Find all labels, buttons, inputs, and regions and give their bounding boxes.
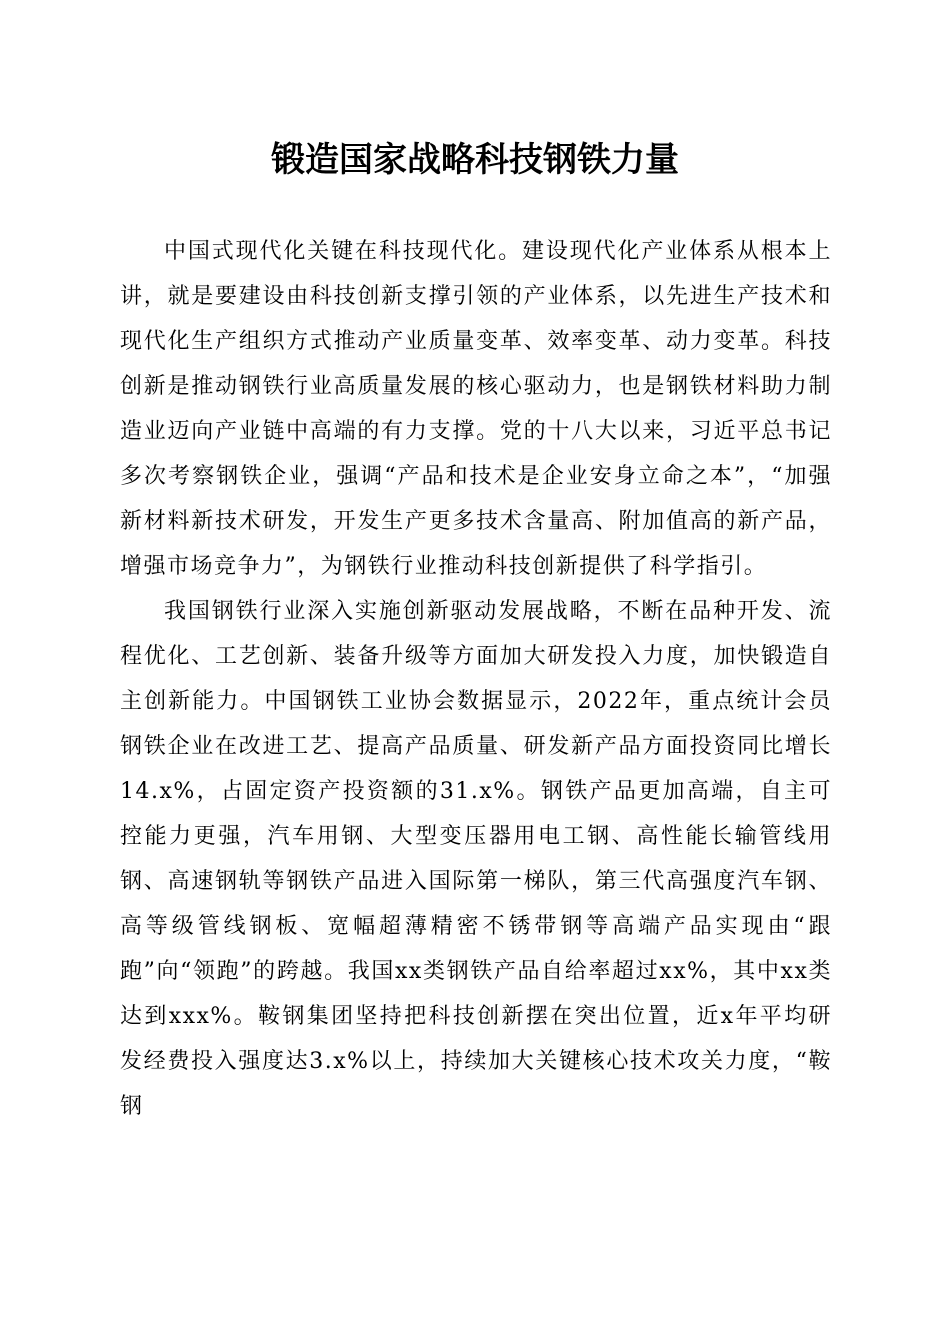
document-title: 锻造国家战略科技钢铁力量 [271,140,679,180]
paragraph-1: 中国式现代化关键在科技现代化。建设现代化产业体系从根本上讲，就是要建设由科技创新支撑引领的产业体系，以先进生产技术和现代化生产组织方式推动产业质量变革、效率变革、动力变革。科技创新是推动钢铁行业高质量发展的核心驱动力，也是钢铁材料助力制造业迈向产业链中高端的有力支撑。党的十八大以来，习近平总书记多次考察钢铁企业，强调“产品和技术是企业安身立命之本”，“加强新材料新技术研发，开发生产更多技术含量高、附加值高的新产品，增强市场竞争力”，为钢铁行业推动科技创新提供了科学指引。 [120,239,832,579]
document-body [120,229,832,1129]
paragraph-2: 我国钢铁行业深入实施创新驱动发展战略，不断在品种开发、流程优化、工艺创新、装备升级等方面加大研发投入力度，加快锻造自主创新能力。中国钢铁工业协会数据显示，2022年，重点统计会员钢铁企业在改进工艺、提高产品质量、研发新产品方面投资同比增长14.x%，占固定资产投资额的31.x%。钢铁产品更加高端，自主可控能力更强，汽车用钢、大型变压器用电工钢、高性能长输管线用钢、高速钢轨等钢铁产品进入国际第一梯队，第三代高强度汽车钢、高等级管线钢板、宽幅超薄精密不锈带钢等高端产品实现由“跟跑”向“领跑”的跨越。我国xx类钢铁产品自给率超过xx%，其中xx类达到xxx%。鞍钢集团坚持把科技创新摆在突出位置，近x年平均研发经费投入强度达3.x%以上，持续加大关键核心技术攻关力度，“鞍钢 [120,599,832,1119]
